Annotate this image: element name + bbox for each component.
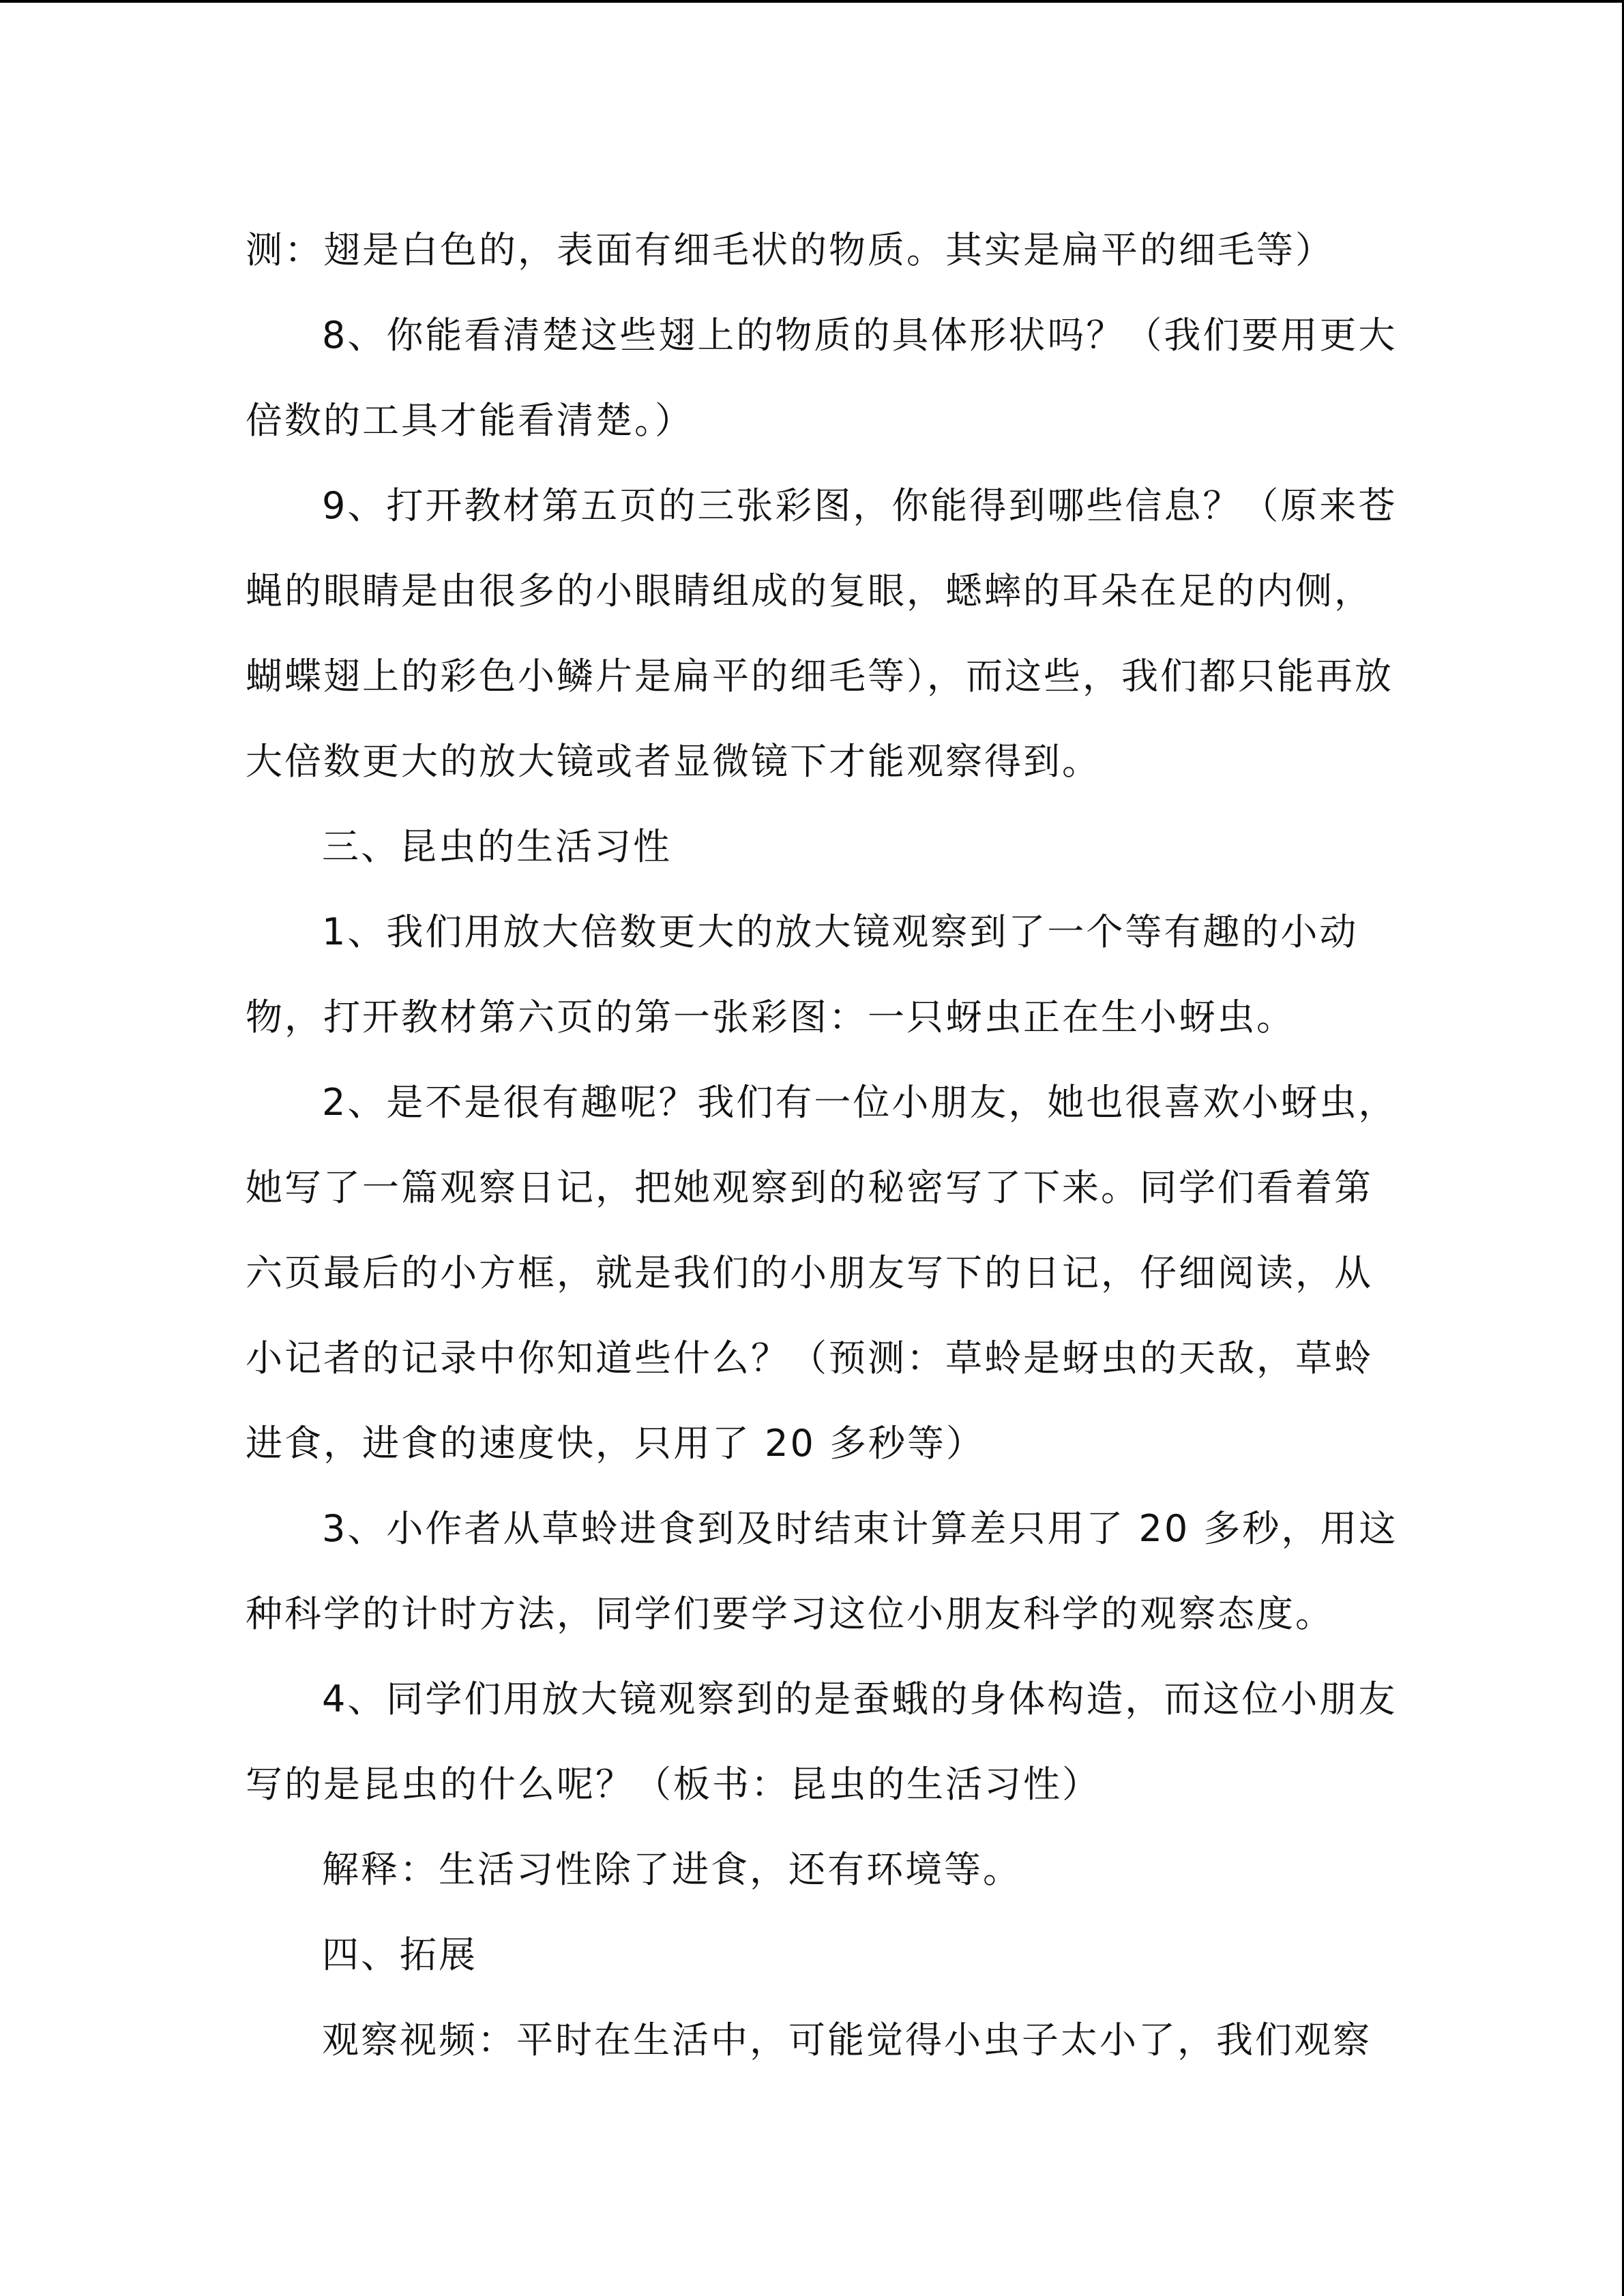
text-line: 小记者的记录中你知道些什么？（预测：草蛉是蚜虫的天敌，草蛉 [246,1337,1373,1380]
text-line: 六页最后的小方框，就是我们的小朋友写下的日记，仔细阅读，从 [246,1251,1373,1294]
document-body [246,207,1398,2083]
text-line: 蝴蝶翅上的彩色小鳞片是扁平的细毛等），而这些，我们都只能再放 [246,655,1393,698]
text-line: 9、打开教材第五页的三张彩图，你能得到哪些信息？（原来苍 [322,484,1398,527]
text-line: 进食，进食的速度快，只用了 20 多秒等） [246,1422,986,1465]
paragraph-explanation [246,1827,1378,1912]
text-line: 三、昆虫的生活习性 [322,825,672,868]
text-line: 8、你能看清楚这些翅上的物质的具体形状吗？（我们要用更大 [322,314,1398,357]
text-line: 她写了一篇观察日记，把她观察到的秘密写了下来。同学们看着第 [246,1166,1373,1209]
text-line: 倍数的工具才能看清楚。） [246,399,694,442]
text-line: 2、是不是很有趣呢？我们有一位小朋友，她也很喜欢小蚜虫， [322,1081,1398,1124]
paragraph-video [246,1997,1378,2083]
text-line: 测：翅是白色的，表面有细毛状的物质。其实是扁平的细毛等） [246,228,1334,271]
text-line: 写的是昆虫的什么呢？（板书：昆虫的生活习性） [246,1763,1101,1806]
text-line: 物，打开教材第六页的第一张彩图：一只蚜虫正在生小蚜虫。 [246,996,1295,1039]
section-heading-4 [246,1912,1378,1997]
paragraph-sec3-item-1 [246,889,1378,1060]
text-line: 观察视频：平时在生活中，可能觉得小虫子太小了，我们观察 [322,2018,1372,2061]
text-line: 大倍数更大的放大镜或者显微镜下才能观察得到。 [246,740,1101,783]
text-line: 4、同学们用放大镜观察到的是蚕蛾的身体构造，而这位小朋友 [322,1678,1398,1720]
text-line: 解释：生活习性除了进食，还有环境等。 [322,1848,1022,1891]
text-line: 3、小作者从草蛉进食到及时结束计算差只用了 20 多秒，用这 [322,1507,1398,1550]
paragraph-item-9 [246,463,1398,804]
section-heading-3 [246,804,1378,889]
paragraph-item-8 [246,293,1398,463]
paragraph-continuation [246,207,1378,293]
paragraph-sec3-item-3 [246,1486,1398,1656]
text-line: 1、我们用放大倍数更大的放大镜观察到了一个等有趣的小动 [322,910,1359,953]
paragraph-sec3-item-4 [246,1656,1398,1827]
paragraph-sec3-item-2 [246,1060,1398,1486]
text-line: 种科学的计时方法，同学们要学习这位小朋友科学的观察态度。 [246,1592,1334,1635]
text-line: 蝇的眼睛是由很多的小眼睛组成的复眼，蟋蟀的耳朵在足的内侧， [246,569,1373,612]
text-line: 四、拓展 [322,1933,477,1976]
